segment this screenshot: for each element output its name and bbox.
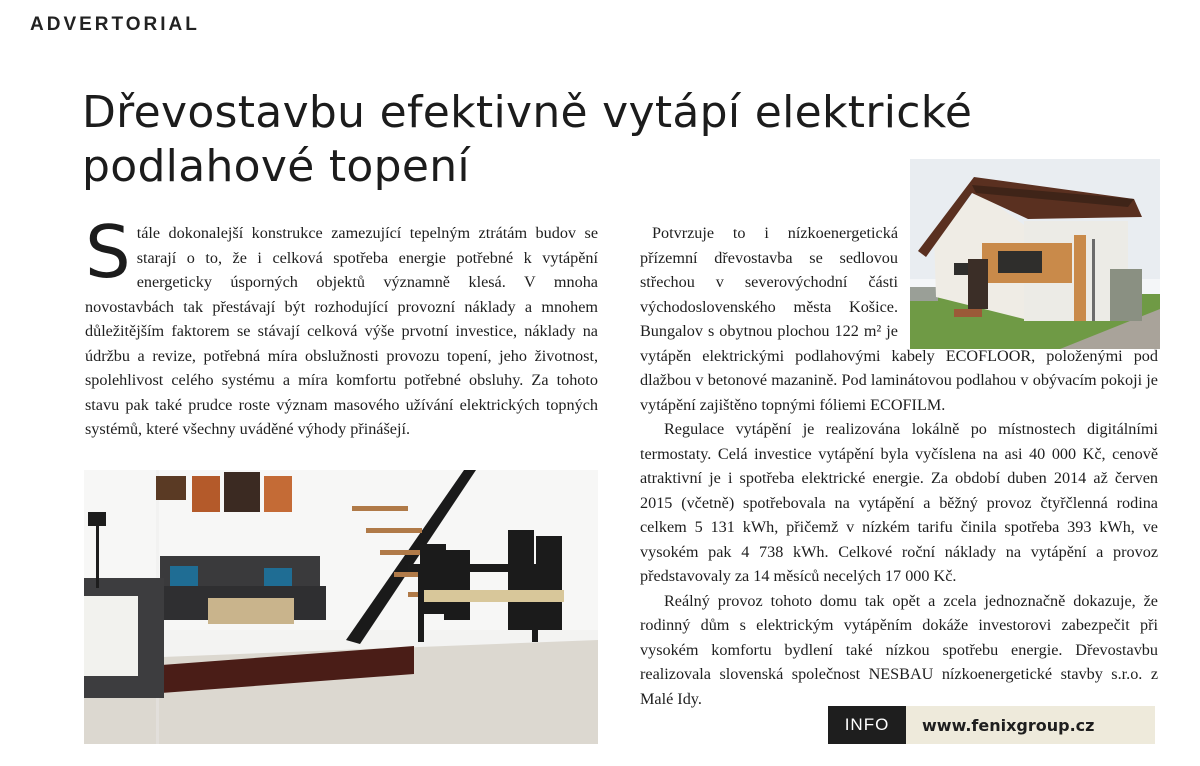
article-column-right: [640, 221, 1158, 711]
drop-cap: S: [85, 210, 131, 294]
article-paragraph: Reálný provoz tohoto domu tak opět a zcela jednoznačně dokazuje, že rodinný dům s elektrickým vytápěním dokáže investorovi zabezpečit při vysokém komfortu bydlení také nízkou spotřebu energie. Dřevostavbu realizovala slovenská společnost NESBAU nízkoenergetické stavby s.r.o. z Malé Idy.: [640, 591, 1158, 708]
article-column-left: [85, 210, 598, 442]
website-link[interactable]: www.fenixgroup.cz: [922, 715, 1095, 735]
info-label: INFO: [828, 706, 906, 744]
section-label: ADVERTORIAL: [30, 14, 200, 35]
intro-paragraph: tále dokonalejší konstrukce zamezující tepelným ztrátám budov se starají o to, že i celková spotřeba energie potřebné k vytápění energeticky úsporných objektů významně klesá. V mnoha novostavbách tak přestávají být rozhodující provozní náklady a mnohem důležitějším faktorem se stávají celková výše prvotní investice, náklady na údržbu a revize, potřebná míra obslužnosti provozu topení, jeho životnost, spolehlivost celého systému a míra komfortu potřebné obsluhy. Za tohoto stavu pak také prudce roste význam masového užívání elektrických topných systémů, které všechny uváděné výhody přinášejí.: [85, 224, 598, 438]
house-photo: [910, 159, 1160, 331]
living-room-photo: [84, 470, 598, 744]
article-paragraph: Potvrzuje to i nízkoenergetická přízemní dřevostavba se sedlovou střechou v severovýchodní části východoslovenského města Košice. Bungalov s obytnou plochou 122 m² je vytápěn elektrickými podlahovými kabely ECOFLOOR, položenými pod dlažbou v betonové mazanině. Pod laminátovou podlahou v obývacím pokoji je vytápění zajištěno topnými fóliemi ECOFILM.: [640, 224, 1158, 414]
article-headline: Dřevostavbu efektivně vytápí elektrické podlahové topení: [82, 87, 973, 192]
article-paragraph: Regulace vytápění je realizována lokálně po místnostech digitálními termostaty. Celá investice vytápění byla vyčíslena na asi 40 000 Kč, cenově atraktivní je i spotřeba elektrické energie. Za období duben 2014 až červen 2015 (včetně) spotřebovala na vytápění a běžný provoz čtyřčlenná rodina celkem 5 131 kWh, přičemž v nízkém tarifu činila spotřeba 393 kWh, ve vysokém pak 4 738 kWh. Celkové roční náklady na vytápění a provoz představovaly za 14 měsíců necelých 17 000 Kč.: [640, 420, 1158, 585]
info-box: [828, 706, 1155, 744]
